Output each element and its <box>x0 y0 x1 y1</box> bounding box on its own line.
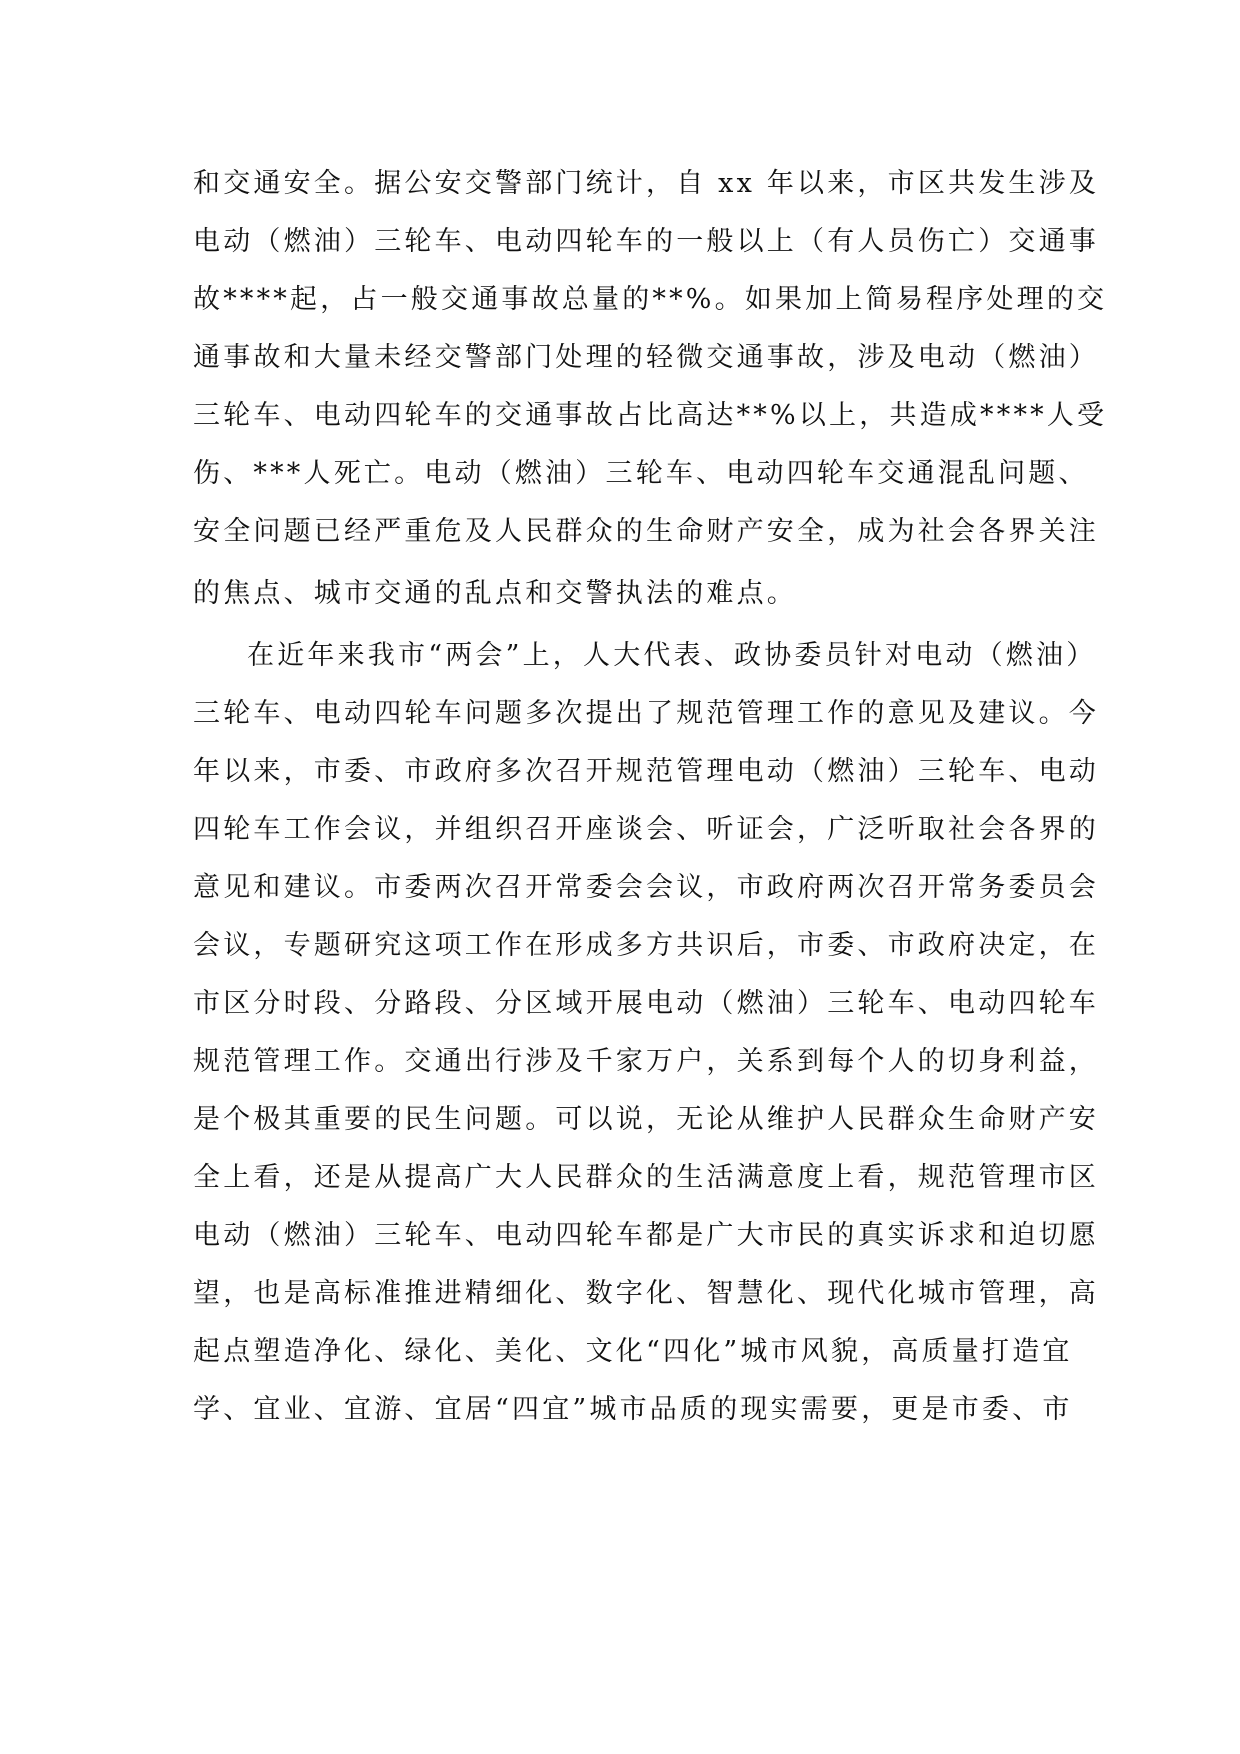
paragraph-line: 电动（燃油）三轮车、电动四轮车都是广大市民的真实诉求和迫切愿 <box>193 1220 1099 1251</box>
paragraph-line: 四轮车工作会议，并组织召开座谈会、听证会，广泛听取社会各界的 <box>193 814 1099 845</box>
paragraph-line: 会议，专题研究这项工作在形成多方共识后，市委、市政府决定，在 <box>193 930 1099 961</box>
paragraph-line: 的焦点、城市交通的乱点和交警执法的难点。 <box>193 578 797 609</box>
paragraph-line: 规范管理工作。交通出行涉及千家万户，关系到每个人的切身利益， <box>193 1046 1099 1077</box>
paragraph-line: 三轮车、电动四轮车的交通事故占比高达**%以上，共造成****人受 <box>193 400 1108 431</box>
paragraph-line: 伤、***人死亡。电动（燃油）三轮车、电动四轮车交通混乱问题、 <box>193 458 1089 489</box>
paragraph-line: 是个极其重要的民生问题。可以说，无论从维护人民群众生命财产安 <box>193 1104 1099 1135</box>
paragraph-line: 望，也是高标准推进精细化、数字化、智慧化、现代化城市管理，高 <box>193 1278 1099 1309</box>
paragraph-line: 意见和建议。市委两次召开常委会会议，市政府两次召开常务委员会 <box>193 872 1099 903</box>
paragraph-line: 学、宜业、宜游、宜居“四宜”城市品质的现实需要，更是市委、市 <box>193 1394 1073 1425</box>
paragraph-line: 三轮车、电动四轮车问题多次提出了规范管理工作的意见及建议。今 <box>193 698 1099 729</box>
paragraph-line: 起点塑造净化、绿化、美化、文化“四化”城市风貌，高质量打造宜 <box>193 1336 1073 1367</box>
paragraph-line: 电动（燃油）三轮车、电动四轮车的一般以上（有人员伤亡）交通事 <box>193 226 1099 257</box>
paragraph-line: 通事故和大量未经交警部门处理的轻微交通事故，涉及电动（燃油） <box>193 342 1099 373</box>
paragraph-line: 安全问题已经严重危及人民群众的生命财产安全，成为社会各界关注 <box>193 516 1099 547</box>
paragraph-line: 故****起，占一般交通事故总量的**%。如果加上简易程序处理的交 <box>193 284 1108 315</box>
paragraph-line: 全上看，还是从提高广大人民群众的生活满意度上看，规范管理市区 <box>193 1162 1099 1193</box>
paragraph-line: 和交通安全。据公安交警部门统计，自 xx 年以来，市区共发生涉及 <box>193 168 1100 199</box>
paragraph-line: 在近年来我市“两会”上，人大代表、政协委员针对电动（燃油） <box>247 640 1097 671</box>
paragraph-line: 市区分时段、分路段、分区域开展电动（燃油）三轮车、电动四轮车 <box>193 988 1099 1019</box>
paragraph-line: 年以来，市委、市政府多次召开规范管理电动（燃油）三轮车、电动 <box>193 756 1099 787</box>
